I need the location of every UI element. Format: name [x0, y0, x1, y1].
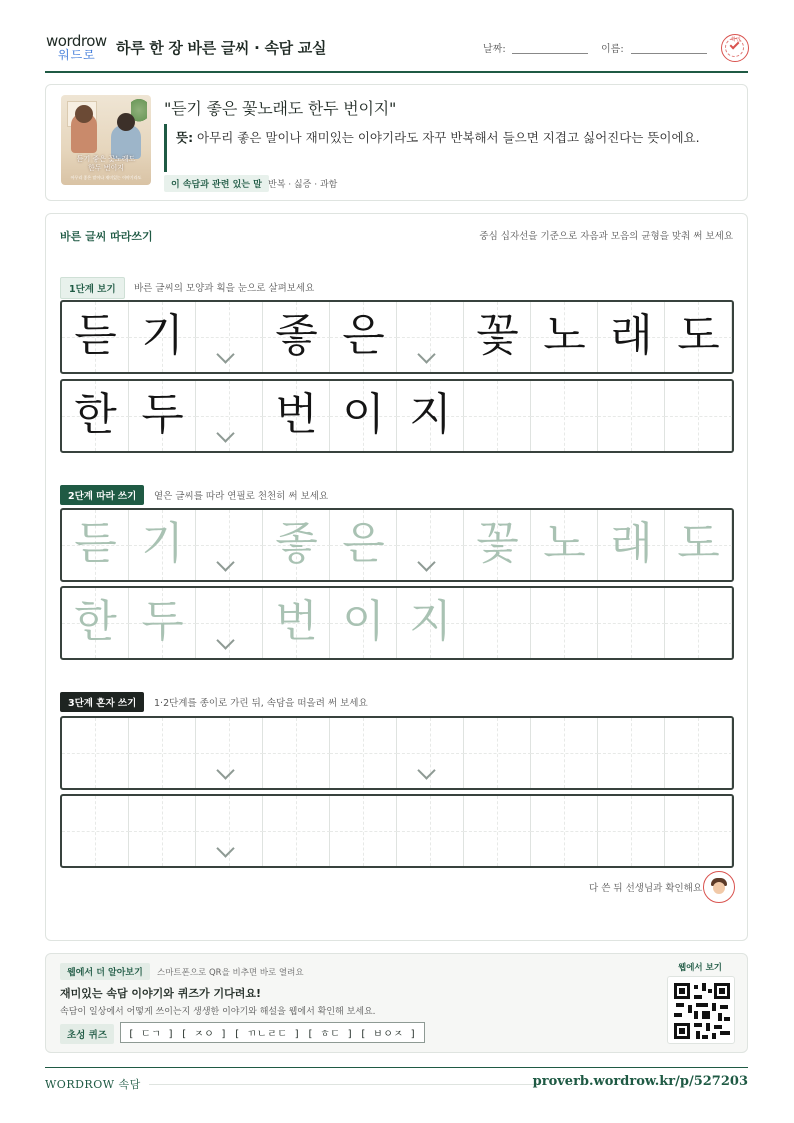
writing-cell[interactable]: [196, 510, 263, 580]
illustration-caption: 듣기 좋은 꽃노래도 한두 번이지: [76, 155, 136, 172]
writing-cell: [397, 381, 464, 451]
writing-character: 한: [74, 389, 117, 440]
space-marker-icon: [216, 839, 234, 857]
writing-character: 듣: [74, 518, 117, 569]
meaning-accent-bar: [164, 124, 167, 172]
footer-divider: [45, 1067, 748, 1068]
writing-cell[interactable]: [62, 510, 129, 580]
related-words: 반복 · 싫증 · 과함: [268, 180, 338, 190]
wordrow-logo[interactable]: [45, 32, 109, 62]
step3-label: 3단계 혼자 쓰기: [60, 692, 144, 712]
writing-cell[interactable]: [531, 510, 598, 580]
writing-cell[interactable]: [196, 718, 263, 788]
teacher-stamp-icon: [703, 871, 735, 903]
writing-character: 꽃: [476, 518, 519, 569]
writing-character: 래: [610, 310, 653, 361]
teacher-check-note: 다 쓴 뒤 선생님과 확인해요: [589, 883, 703, 894]
writing-character: 좋: [275, 518, 318, 569]
writing-character: 은: [342, 518, 385, 569]
writing-cell: [62, 302, 129, 372]
writing-cell[interactable]: [196, 796, 263, 866]
writing-cell[interactable]: [263, 510, 330, 580]
writing-cell: [129, 381, 196, 451]
writing-character: 듣: [74, 310, 117, 361]
space-marker-icon: [216, 424, 234, 442]
writing-cell[interactable]: [397, 588, 464, 658]
writing-cell[interactable]: [196, 588, 263, 658]
writing-cell[interactable]: [263, 588, 330, 658]
space-marker-icon: [216, 631, 234, 649]
space-marker-icon: [216, 553, 234, 571]
writing-character: 도: [677, 518, 720, 569]
writing-cell[interactable]: [129, 588, 196, 658]
writing-cell: [196, 381, 263, 451]
name-field[interactable]: [631, 53, 707, 54]
check-stamp-icon: [721, 34, 749, 62]
writing-cell: [531, 381, 598, 451]
web-more-heading: 재미있는 속담 이야기와 퀴즈가 기다려요!: [60, 987, 261, 1000]
writing-cell[interactable]: [330, 718, 397, 788]
page-title: 하루 한 장 바른 글씨 · 속담 교실: [116, 39, 327, 57]
initial-quiz: [ ㄷㄱ ] [ ㅈㅇ ] [ ㄲㄴㄹㄷ ] [ ㅎㄷ ] [ ㅂㅇㅈ ]: [120, 1022, 425, 1043]
logo-wordmark: wordrow: [46, 32, 107, 50]
related-words-label: 이 속담과 관련 있는 말: [164, 175, 269, 192]
writing-cell[interactable]: [464, 510, 531, 580]
proverb-card: [45, 84, 748, 201]
footer-url-link[interactable]: proverb.wordrow.kr/p/527203: [532, 1074, 748, 1089]
writing-cell: [598, 302, 665, 372]
writing-cell: [464, 381, 531, 451]
web-more-label: 웹에서 더 알아보기: [60, 963, 150, 980]
writing-cell[interactable]: [129, 510, 196, 580]
space-marker-icon: [216, 761, 234, 779]
section-title: 바른 글씨 따라쓰기: [60, 230, 153, 243]
writing-character: 이: [342, 596, 385, 647]
section-note: 중심 십자선을 기준으로 자음과 모음의 균형을 맞춰 써 보세요: [479, 231, 733, 242]
writing-cell[interactable]: [397, 718, 464, 788]
writing-cell: [330, 302, 397, 372]
footer-brand: WORDROW 속담: [45, 1078, 141, 1091]
writing-character: 한: [74, 596, 117, 647]
writing-character: 이: [342, 389, 385, 440]
writing-cell: [196, 302, 263, 372]
writing-cell[interactable]: [397, 796, 464, 866]
writing-cell: [464, 302, 531, 372]
footer-rule: [149, 1084, 539, 1085]
space-marker-icon: [216, 345, 234, 363]
step2-desc: 옅은 글씨를 따라 연필로 천천히 써 보세요: [154, 491, 329, 502]
writing-character: 두: [141, 389, 184, 440]
writing-character: 기: [141, 518, 184, 569]
writing-cell[interactable]: [129, 796, 196, 866]
step2-row-2[interactable]: [60, 586, 734, 660]
writing-cell: [129, 302, 196, 372]
writing-character: 두: [141, 596, 184, 647]
writing-cell: [330, 381, 397, 451]
writing-cell[interactable]: [62, 718, 129, 788]
meaning-text: 아무리 좋은 말이나 재미있는 이야기라도 자꾸 반복해서 들으면 지겹고 싫어진다는 뜻이에요.: [193, 130, 700, 145]
writing-cell[interactable]: [665, 510, 732, 580]
page-header: [45, 30, 748, 73]
writing-cell[interactable]: [598, 588, 665, 658]
writing-cell[interactable]: [397, 510, 464, 580]
web-more-sub: 스마트폰으로 QR을 비추면 바로 열려요: [157, 968, 304, 978]
writing-cell: [531, 302, 598, 372]
proverb-illustration: [61, 95, 151, 185]
step2-label: 2단계 따라 쓰기: [60, 485, 144, 505]
writing-cell: [397, 302, 464, 372]
step2-row-1[interactable]: [60, 508, 734, 582]
writing-cell: [598, 381, 665, 451]
writing-cell[interactable]: [531, 718, 598, 788]
writing-cell[interactable]: [665, 718, 732, 788]
proverb-meaning: [176, 128, 731, 148]
logo-korean: 워드로: [58, 48, 96, 62]
date-label: 날짜:: [483, 44, 506, 55]
writing-cell[interactable]: [263, 718, 330, 788]
step3-row-2[interactable]: [60, 794, 734, 868]
writing-cell[interactable]: [62, 796, 129, 866]
date-field[interactable]: [512, 53, 588, 54]
writing-cell[interactable]: [531, 588, 598, 658]
writing-cell[interactable]: [129, 718, 196, 788]
writing-character: 지: [409, 596, 452, 647]
step1-row-1: [60, 300, 734, 374]
writing-cell[interactable]: [598, 718, 665, 788]
writing-character: 래: [610, 518, 653, 569]
writing-cell[interactable]: [665, 588, 732, 658]
writing-cell[interactable]: [464, 588, 531, 658]
writing-cell[interactable]: [665, 796, 732, 866]
writing-character: 노: [543, 310, 586, 361]
proverb-text: "듣기 좋은 꽃노래도 한두 번이지": [164, 99, 397, 118]
writing-cell: [263, 381, 330, 451]
writing-cell[interactable]: [464, 718, 531, 788]
web-more-desc: 속담이 일상에서 어떻게 쓰이는지 생생한 이야기와 해설을 웹에서 확인해 보세요.: [60, 1007, 376, 1017]
writing-cell[interactable]: [330, 510, 397, 580]
writing-cell: [62, 381, 129, 451]
step1-desc: 바른 글씨의 모양과 획을 눈으로 살펴보세요: [134, 283, 315, 294]
step3-desc: 1·2단계를 종이로 가린 뒤, 속담을 떠올려 써 보세요: [154, 698, 368, 709]
writing-character: 번: [275, 596, 318, 647]
writing-cell[interactable]: [464, 796, 531, 866]
meaning-label: 뜻:: [176, 130, 194, 145]
writing-character: 좋: [275, 310, 318, 361]
space-marker-icon: [417, 761, 435, 779]
writing-cell[interactable]: [598, 796, 665, 866]
writing-cell[interactable]: [330, 588, 397, 658]
writing-character: 꽃: [476, 310, 519, 361]
writing-practice-section: [45, 213, 748, 941]
qr-label: 웹에서 보기: [678, 963, 723, 973]
step1-label: 1단계 보기: [60, 277, 125, 299]
web-more-box: [45, 953, 748, 1053]
name-label: 이름:: [601, 44, 624, 55]
writing-character: 도: [677, 310, 720, 361]
step3-row-1[interactable]: [60, 716, 734, 790]
step1-row-2: [60, 379, 734, 453]
initial-quiz-label: 초성 퀴즈: [60, 1024, 114, 1044]
illustration-subcaption: 아무리 좋은 말이나 재미있는 이야기라도: [70, 175, 142, 180]
writing-cell[interactable]: [62, 588, 129, 658]
writing-character: 지: [409, 389, 452, 440]
writing-cell[interactable]: [263, 796, 330, 866]
qr-code-icon[interactable]: [667, 976, 735, 1044]
writing-character: 기: [141, 310, 184, 361]
space-marker-icon: [417, 553, 435, 571]
writing-cell[interactable]: [598, 510, 665, 580]
writing-character: 은: [342, 310, 385, 361]
writing-cell: [665, 381, 732, 451]
writing-cell: [665, 302, 732, 372]
writing-cell[interactable]: [531, 796, 598, 866]
writing-character: 번: [275, 389, 318, 440]
stamp-label: 확인: [731, 37, 741, 43]
writing-character: 노: [543, 518, 586, 569]
writing-cell[interactable]: [330, 796, 397, 866]
writing-cell: [263, 302, 330, 372]
space-marker-icon: [417, 345, 435, 363]
